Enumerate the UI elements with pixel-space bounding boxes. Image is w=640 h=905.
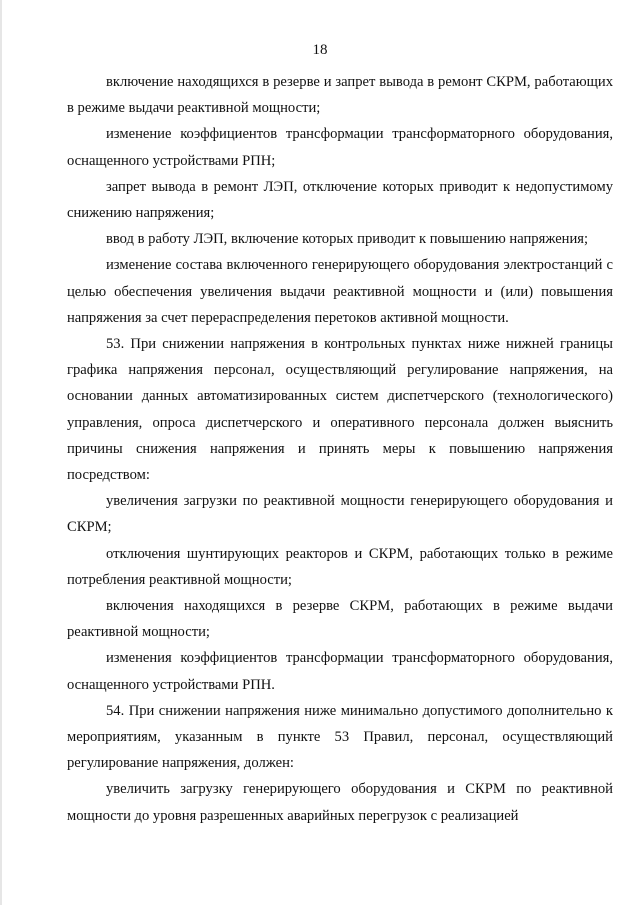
paragraph-5: изменение состава включенного генерирующего оборудования электростанций с целью обеспечения увеличения выдачи реактивной мощности и (или) повышения напряжения за счет перераспределения перетоков активной мощности.: [67, 257, 613, 326]
paragraph-53: 53. При снижении напряжения в контрольных пунктах ниже нижней границы графика напряжения персонал, осуществляющий регулирование напряжения, на основании данных автоматизированных систем диспетчерского (технологического) управления, опроса диспетчерского и оперативного персонала должен выяснить причины снижения напряжения и принять меры к повышению напряжения посредством:: [67, 336, 613, 484]
paragraph-7: увеличения загрузки по реактивной мощности генерирующего оборудования и СКРМ;: [67, 493, 613, 536]
paragraph-54: 54. При снижении напряжения ниже минимально допустимого дополнительно к мероприятиям, указанным в пункте 53 Правил, персонал, осуществляющий регулирование напряжения, должен:: [67, 702, 613, 772]
page-number: 18: [312, 42, 328, 58]
paragraph-2: изменение коэффициентов трансформации трансформаторного оборудования, оснащенного устройствами РПН;: [67, 126, 613, 169]
scan-edge: [0, 0, 2, 905]
paragraph-4: ввод в работу ЛЭП, включение которых приводит к повышению напряжения;: [106, 231, 589, 248]
document-body: [67, 69, 613, 829]
paragraph-1: включение находящихся в резерве и запрет вывода в ремонт СКРМ, работающих в режиме выдачи реактивной мощности;: [67, 74, 613, 117]
paragraph-12: увеличить загрузку генерирующего оборудования и СКРМ по реактивной мощности до уровня разрешенных аварийных перегрузок с реализацией: [67, 781, 613, 824]
paragraph-3: запрет вывода в ремонт ЛЭП, отключение которых приводит к недопустимому снижению напряжения;: [67, 178, 613, 222]
paragraph-8: отключения шунтирующих реакторов и СКРМ, работающих только в режиме потребления реактивной мощности;: [67, 545, 613, 588]
paragraph-9: включения находящихся в резерве СКРМ, работающих в режиме выдачи реактивной мощности;: [67, 598, 613, 641]
paragraph-10: изменения коэффициентов трансформации трансформаторного оборудования, оснащенного устройствами РПН.: [67, 650, 613, 693]
